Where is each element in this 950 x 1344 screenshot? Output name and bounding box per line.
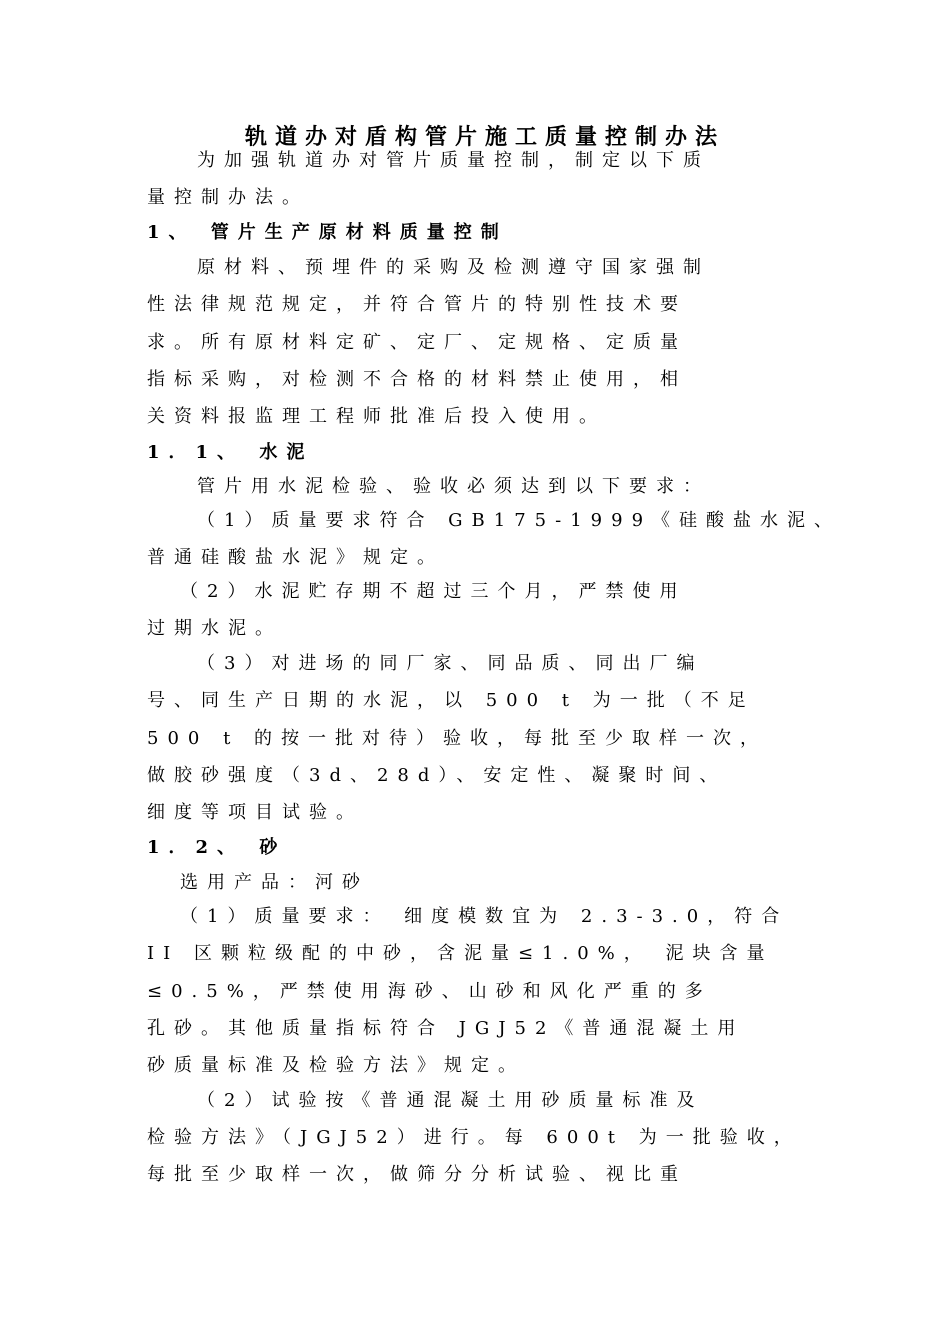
paragraph-line: 每批至少取样一次，做筛分分析试验、视比重 xyxy=(147,1164,687,1185)
section-heading: 1、 管片生产原材料质量控制 xyxy=(147,222,508,243)
paragraph-line: 过期水泥。 xyxy=(147,618,282,639)
paragraph-line: （1）质量要求： 细度模数宜为 2.3-3.0，符合 xyxy=(180,906,789,927)
document-title: 轨道办对盾构管片施工质量控制办法 xyxy=(245,124,726,150)
paragraph-line: 号、同生产日期的水泥，以 500 t 为一批（不足 xyxy=(147,690,755,711)
paragraph-line: 关资料报监理工程师批准后投入使用。 xyxy=(147,406,606,427)
paragraph-line: ≤0.5%，严禁使用海砂、山砂和风化严重的多 xyxy=(147,981,712,1002)
paragraph-line: （2）试验按《普通混凝土用砂质量标准及 xyxy=(197,1090,704,1111)
paragraph-line: （2）水泥贮存期不超过三个月，严禁使用 xyxy=(180,581,687,602)
paragraph-line: （3）对进场的同厂家、同品质、同出厂编 xyxy=(197,653,704,674)
paragraph-line: 为加强轨道办对管片质量控制，制定以下质 xyxy=(197,150,710,171)
paragraph-line: 检验方法》（JGJ52）进行。每 600t 为一批验收， xyxy=(147,1127,801,1148)
paragraph-line: 指标采购，对检测不合格的材料禁止使用，相 xyxy=(147,369,687,390)
paragraph-line: 500 t 的按一批对待）验收，每批至少取样一次， xyxy=(147,728,768,749)
paragraph-line: 量控制办法。 xyxy=(147,187,309,208)
paragraph-line: 孔砂。其他质量指标符合 JGJ52《普通混凝土用 xyxy=(147,1018,745,1039)
paragraph-line: II 区颗粒级配的中砂，含泥量≤1.0%， 泥块含量 xyxy=(147,943,774,964)
paragraph-line: 砂质量标准及检验方法》规定。 xyxy=(147,1055,525,1076)
paragraph-line: 管片用水泥检验、验收必须达到以下要求： xyxy=(197,476,710,497)
paragraph-line: 性法律规范规定，并符合管片的特别性技术要 xyxy=(147,294,687,315)
paragraph-line: 求。所有原材料定矿、定厂、定规格、定质量 xyxy=(147,332,687,353)
subsection-heading: 1．2、 砂 xyxy=(147,837,287,858)
paragraph-line: 选用产品：河砂 xyxy=(180,872,369,893)
paragraph-line: 做胶砂强度（3d、28d）、安定性、凝聚时间、 xyxy=(147,765,727,786)
paragraph-line: 原材料、预埋件的采购及检测遵守国家强制 xyxy=(197,257,710,278)
paragraph-line: 普通硅酸盐水泥》规定。 xyxy=(147,547,444,568)
subsection-heading: 1．1、 水泥 xyxy=(147,442,314,463)
paragraph-line: 细度等项目试验。 xyxy=(147,802,363,823)
paragraph-line: （1）质量要求符合 GB175-1999《硅酸盐水泥、 xyxy=(197,510,842,531)
